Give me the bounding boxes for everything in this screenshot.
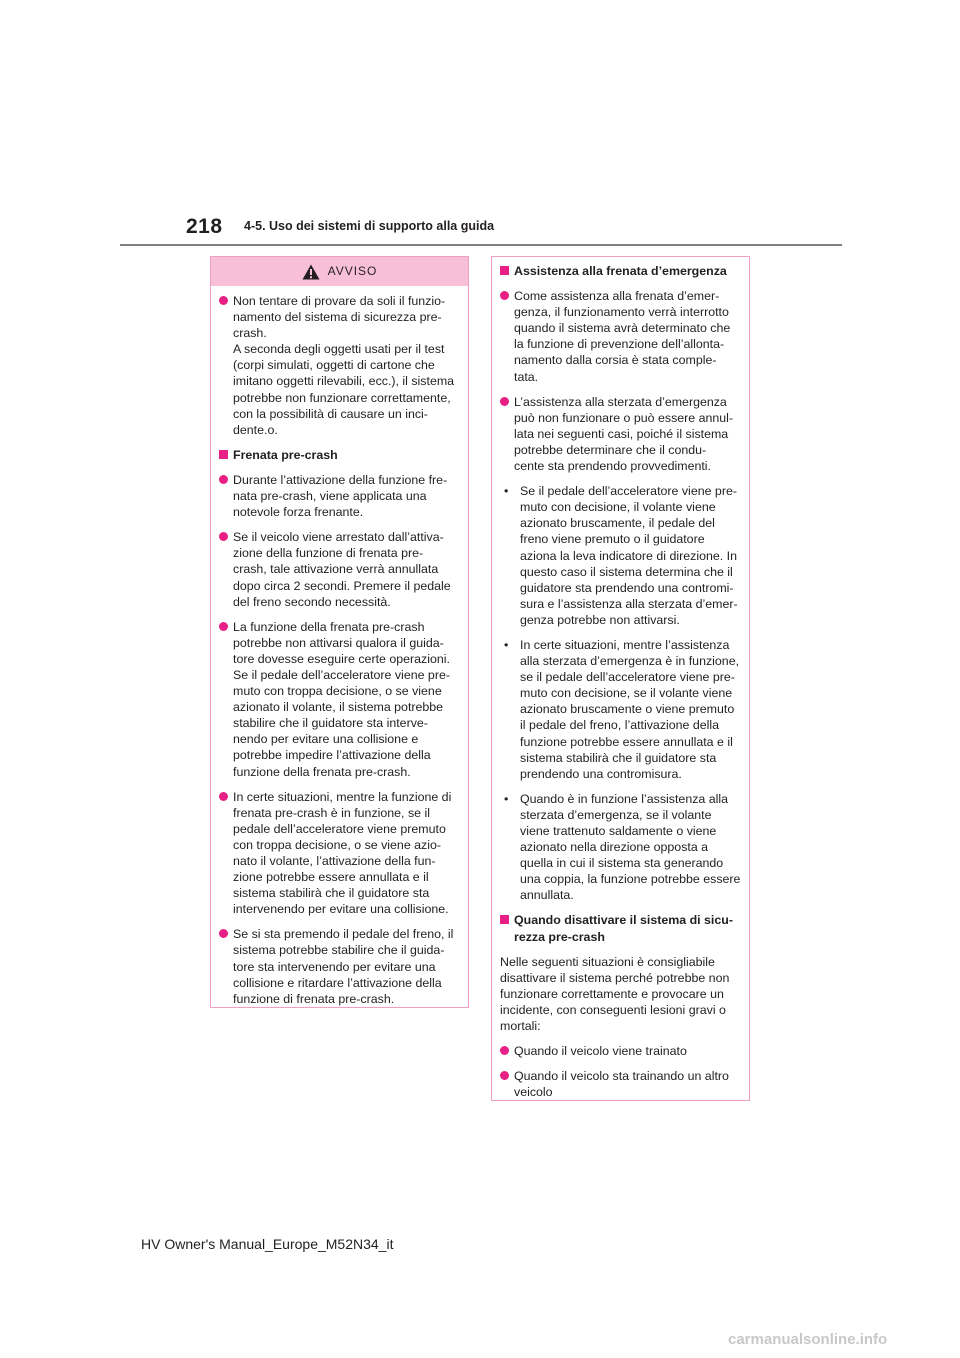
subheading-item	[500, 912, 743, 944]
bullet-dot-icon	[500, 1043, 514, 1059]
bullet-dash-icon: •	[504, 484, 509, 499]
list-item	[219, 789, 462, 918]
list-item	[219, 293, 462, 438]
bullet-dot-icon	[219, 619, 233, 780]
bullet-dot-icon	[219, 926, 233, 1006]
list-item	[500, 637, 743, 782]
header-rule	[120, 244, 842, 246]
bullet-dot-icon	[500, 394, 514, 474]
list-item	[500, 1068, 743, 1100]
bullet-dot-icon	[500, 1068, 514, 1100]
list-item-text: Non tentare di provare da soli il funzio- namento del sistema di sicurezza pre- crash. A seconda degli oggetti usati per il test (corpi simulati, oggetti di cartone che imitano oggetti rilevabili, ecc.), il sistema potrebbe non funzionare correttamente, con la possibilità di causare un inci- dente.o.	[233, 294, 455, 437]
list-item-text: Durante l’attivazione della funzione fre- nata pre-crash, viene applicata una notevole forza frenante.	[233, 472, 448, 520]
subheading-text: Frenata pre-crash	[233, 447, 338, 462]
warning-box-body	[211, 286, 468, 1007]
bullet-dot-icon	[219, 529, 233, 609]
list-item	[500, 288, 743, 385]
list-item-text: Quando il veicolo viene trainato	[514, 1044, 687, 1059]
list-item-text: In certe situazioni, mentre la funzione di frenata pre-crash è in funzione, se il pedale dell’acceleratore viene premuto con troppa decisione, o se viene azio- nato il volante, l’attivazione della fun- zione potrebbe essere annullata e il sistema stabilirà che il guidatore sta intervenendo per evitare una collisione.	[233, 789, 452, 917]
subheading-text: Quando disattivare il sistema di sicu- rezza pre-crash	[514, 913, 733, 944]
bullet-dot-icon	[219, 789, 233, 918]
list-item-text: La funzione della frenata pre-crash potrebbe non attivarsi qualora il guida- tore dovesse eseguire certe operazioni. Se il pedale dell’acceleratore viene pre- muto con troppa decisione, o se viene azionato il volante, il sistema potrebbe stabilire che il guidatore sta interve- nendo per evitare una collisione e potrebbe impedire l’attivazione della funzione della frenata pre-crash.	[233, 619, 450, 779]
list-item-text: L’assistenza alla sterzata d’emergenza può non funzionare o può essere annul- lata nei seguenti casi, poiché il sistema potrebbe determinare che il condu- cente sta prendendo provvedimenti.	[514, 394, 734, 474]
subheading-item	[500, 263, 743, 279]
list-item-text: Quando il veicolo sta trainando un altro veicolo	[514, 1069, 729, 1100]
bullet-dot-icon	[219, 293, 233, 438]
list-item	[219, 619, 462, 780]
warning-label: AVVISO	[327, 264, 378, 279]
info-box-body	[492, 257, 749, 1100]
bullet-dash-icon: •	[504, 791, 509, 806]
info-box	[491, 256, 750, 1101]
list-item	[500, 791, 743, 904]
list-item-text: Come assistenza alla frenata d’emer- genza, il funzionamento verrà interrotto quando il sistema avrà determinato che la funzione di prevenzione dell’allonta- namento dalla corsia è stata comple- tata.	[514, 289, 731, 384]
list-item	[219, 926, 462, 1006]
bullet-dot-icon	[219, 472, 233, 520]
list-item-text: In certe situazioni, mentre l’assistenza alla sterzata d’emergenza è in funzione, se il pedale dell’acceleratore viene pre- muto con decisione, se il volante viene azionato bruscamente o viene premuto il pedale del freno, l’attivazione della funzione potrebbe essere annullata e il sistema stabilirà che il guidatore sta prendendo una contromisura.	[520, 637, 740, 781]
warning-box	[210, 256, 469, 1008]
list-item	[500, 1043, 743, 1059]
list-item	[219, 472, 462, 520]
warning-triangle-icon	[302, 264, 320, 280]
warning-header	[211, 257, 468, 286]
footer-text: HV Owner's Manual_Europe_M52N34_it	[141, 1236, 394, 1252]
list-item-text: Se il pedale dell’acceleratore viene pre- muto con decisione, il volante viene azionato bruscamente, il pedale del freno viene premuto o il guidatore aziona la leva indicatore di direzione. In questo caso il sistema determina che il guidatore sta prendendo una contromi- sura e l’assistenza alla sterzata d’emer- genza potrebbe non attivarsi.	[520, 484, 738, 627]
bullet-square-icon	[500, 263, 514, 279]
list-item-text: Quando è in funzione l’assistenza alla sterzata d’emergenza, se il volante viene trattenuto saldamente o viene azionato nella direzione opposta a quella in cui il sistema sta generando una coppia, la funzione potrebbe essere annullata.	[520, 791, 741, 903]
bullet-dot-icon	[500, 288, 514, 385]
watermark: carmanualsonline.info	[728, 1331, 888, 1348]
bullet-square-icon	[500, 912, 514, 944]
paragraph: Nelle seguenti situazioni è consigliabile disattivare il sistema perché potrebbe non funzionare correttamente e provocare un incidente, con conseguenti lesioni gravi o mortali:	[500, 954, 730, 1034]
section-title: 4-5. Uso dei sistemi di supporto alla guida	[244, 219, 495, 233]
list-item-text: Se il veicolo viene arrestato dall’attiva- zione della funzione di frenata pre- crash, tale attivazione verrà annullata dopo circa 2 secondi. Premere il pedale del freno secondo necessità.	[233, 530, 451, 609]
bullet-dash-icon: •	[504, 637, 509, 652]
list-item-text: Se si sta premendo il pedale del freno, il sistema potrebbe stabilire che il guida- tore sta intervenendo per evitare una collisione e ritardare l’attivazione della funzione di frenata pre-crash.	[233, 927, 454, 1006]
subheading-text: Assistenza alla frenata d’emergenza	[514, 264, 727, 278]
subheading-item	[219, 447, 462, 463]
list-item	[500, 394, 743, 474]
page-number: 218	[186, 215, 223, 238]
list-item	[219, 529, 462, 609]
bullet-square-icon	[219, 447, 233, 463]
list-item	[500, 483, 743, 628]
